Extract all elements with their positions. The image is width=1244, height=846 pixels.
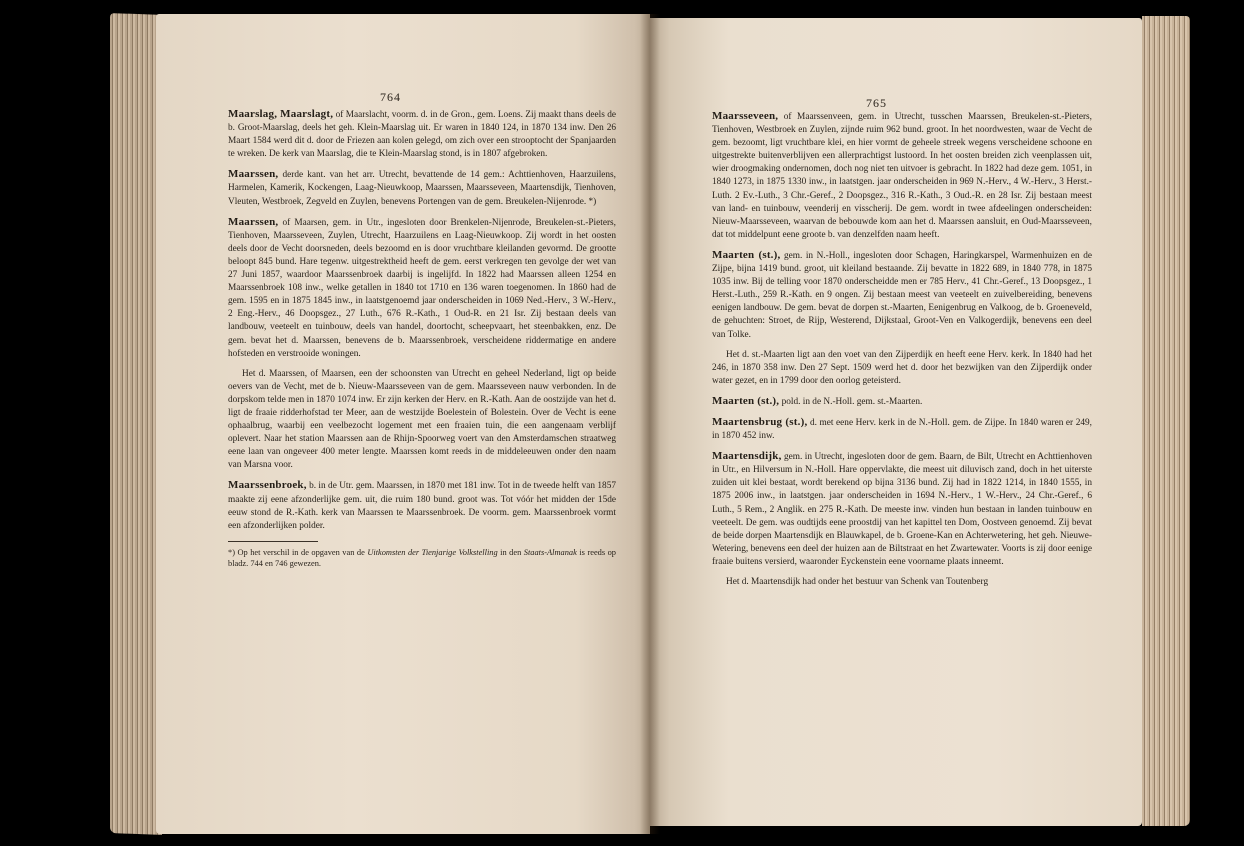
entry-text: derde kant. van het arr. Utrecht, bevattende de 14 gem.: Achttienhoven, Haarzuilens, Harmelen, Kamerik, Kockengen, Laag-Nieuwkoop, Maarssen, Maarsseveen, Maartensdijk, Tienhoven, Vleuten, Westbroek, Zegveld en Zuylen, benevens Portengen van de gem. Breukelen-Nijenrode. *) [228,170,616,207]
entry-text: pold. in de N.-Holl. gem. st.-Maarten. [779,396,923,407]
footnote-mid: in den [497,547,524,557]
headword: Maarten (st.), [712,248,781,261]
entry-text: Het d. Maartensdijk had onder het bestuur van Schenk van Toutenberg [726,577,989,587]
headword: Maarslag, Maarslagt, [228,108,334,120]
book-gutter [640,14,660,834]
book-edge-right [1142,16,1190,826]
headword: Maarssen, [228,168,279,181]
entry [712,349,1092,388]
entry-text: Het d. st.-Maarten ligt aan den voet van den Zijperdijk en heeft eene Herv. kerk. In 1840 had het 246, in 1870 358 inw. Den 27 Sept. 1509 werd het d. door het bezwijken van den Zijperdijk onder water gezet, en in 1799 door den oorlog geteisterd. [712,349,1092,386]
entry-text: gem. in N.-Holl., ingesloten door Schagen, Haringkarspel, Warmenhuizen en de Zijpe, bijna 1419 bund. groot, uit kleiland bestaande. Zij bevatte in 1822 689, in 1840 778, in 1875 1035 inw. Bij de telling voor 1870 onderscheidde men er 785 Herv., 41 Chr.-Geref., 13 Doopsgez., 1 Herst.-Luth., 259 R.-Kath. en 9 ongen. Zij bestaan meest van veeteelt en zuivelbereiding, benevens eenigen landbouw. De gem. bevat de dorpen st.-Maarten, Eenigenbrug en Valkoog, de b. Groeneveld, de gehuchten: Stroet, de Rijp, Westerend, Dijkstaal, Groot-Ven en Valkogerdijk, benevens een deel van Tolke. [712,250,1092,340]
headword: Maarssenbroek, [228,479,307,492]
page-number-left: 764 [380,90,401,104]
entry-text: Het d. Maarssen, of Maarsen, een der schoonsten van Utrecht en geheel Nederland, ligt op beide oevers van de Vecht, met de b. Nieuw-Maarsseveen van de gem. Maarsseveen nauw verbonden. In de dorpskom telde men in 1870 1074 inw. Er zijn kerken der Herv. en R.-Kath. Aan de oostzijde van het d. ligt de fraaie ridderhofstad ter Meer, aan de westzijde Boelestein of Bolestein. Over de Vecht is eene ophaalbrug, waarbij een veelbezocht logement met een fraaien tuin, die een aangenaam verblijf oplevert. Naar het station Maarssen aan de Rhijn-Spoorweg voert van den Amsterdamschen straatweg eene laan van ongeveer 400 meter lengte. Maarssen komt reeds in de middeleeuwen onder den naam van Marsna voor. [228,368,616,471]
entry-text: of Maarsen, gem. in Utr., ingesloten door Brenkelen-Nijenrode, Breukelen-st.-Pieters, Tienhoven, Maarsseveen, Zuylen, Utrecht, Haarzuilens en Laag-Nieuwkoop. Zij wordt in het oosten deels door de Vecht doorsneden, deels bezoomd en is door vruchtbare kleilanden gevormd. De grootte beloopt 845 bund. Hare tegenw. uitgestrektheid heeft de gem. eerst verkregen ten gevolge der wet van 27 Juni 1857, waardoor Maarssenbroek daarbij is ingelijfd. In 1822 had Maarssen alleen 1254 en Maarssenbroek 108 inw., welke getallen in 1840 tot 1710 en 136 waren toegenomen. In 1860 had de gem. 1595 en in 1875 1845 inw., in laatstgenoemd jaar onderscheiden in 1069 Ned.-Herv., 3 W.-Herv., 2 Eng.-Herv., 46 Doopsgez., 27 Luth., 676 R.-Kath., 1 Oud-R. en 21 Isr. Zij bestaan deels van landbouw, veeteelt en tuinbouw, deels van handel, doortocht, scheepvaart, het steenbakken, enz. De gem. bevat het d. Maarssen, benevens de b. Maarssenbroek, verscheidene riddermatige en andere hofsteden en verstrooide woningen. [228,217,616,359]
entry [228,479,616,532]
left-page [156,14,650,834]
footnote-source: Staats-Almanak [523,547,577,557]
footnote-rule [228,541,318,542]
entry [712,249,1092,342]
entry [712,416,1092,443]
entry-text: d. met eene Herv. kerk in de N.-Holl. gem. de Zijpe. In 1840 waren er 249, in 1870 452 inw. [712,417,1092,442]
entry [228,368,616,473]
entry [228,168,616,208]
headword: Maartensbrug (st.), [712,415,808,428]
entry-text: of Maarssenveen, gem. in Utrecht, tusschen Maarssen, Breukelen-st.-Pieters, Tienhoven, Westbroek en Zuylen, zijnde ruim 962 bund. groot. In het noordwesten, waar de Vecht de gem. bezoomt, ligt vruchtbare klei, en hier vormt de geheele streek wegens verscheidene schoone en uitgestrekte buitenverblijven een allerprachtigst lustoord. In het oosten breiden zich veenplassen uit, wier droogmaking ondernomen, doch nog niet ten uitvoer is gebracht. In 1822 had deze gem. 1051, in 1840 1273, in 1875 1330 inw., in laatstgen. jaar onderscheiden in 969 N.-Herv., 4 W.-Herv., 3 Herst.-Luth. 2 Ev.-Luth., 3 Chr.-Geref., 2 Doopsgez., 316 R.-Kath., 3 Oud.-R. en 28 Isr. Zij bestaan meest van land- en tuinbouw, veenderij en visscherij. De gem. wordt in twee afdeelingen onderscheiden: Nieuw-Maarsseveen, waarvan de bebouwde kom aan het d. Maarssen aansluit, en Oud-Maarsseveen, dat tot middelpunt eene groote b. van denzelfden naam heeft. [712,112,1092,240]
footnote [228,547,616,570]
entry-text: of Maarslacht, voorm. d. in de Gron., gem. Loens. Zij maakt thans deels de b. Groot-Maarslag, deels het geh. Klein-Maarslag uit. Er waren in 1840 124, in 1870 134 inw. Den 26 Maart 1584 werd dit d. door de Friezen aan kolen gelegd, om zich over een strooptocht der Spanjaarden te wreken. De kerk van Maarslag, die te Klein-Maarslag stond, is in 1807 afgebroken. [228,110,616,160]
entry [228,108,616,161]
entry [712,576,1092,589]
entry [228,216,616,361]
entry-text: b. in de Utr. gem. Maarssen, in 1870 met 181 inw. Tot in de tweede helft van 1857 maakte zij eene afzonderlijke gem. uit, die ruim 180 bund. groot was. Tot vóór het midden der 15de eeuw stond de R.-Kath. kerk van Maarssen te Maarssenbroek. De voorm. gem. Maarssenbroek vormt een afzonderlijken polder. [228,481,616,531]
book-edge-left [110,13,162,835]
footnote-tail: is reeds op bladz. 744 en 746 gewezen. [228,547,616,569]
headword: Maarssen, [228,215,279,228]
headword: Maarten (st.), [712,394,780,407]
entry [712,110,1092,242]
page-number-right: 765 [866,96,887,110]
left-column [228,108,616,570]
entry [712,395,1092,409]
right-page [650,18,1142,826]
headword: Maartensdijk, [712,450,782,463]
entry [712,450,1092,569]
headword: Maarsseveen, [712,110,779,122]
entry-text: gem. in Utrecht, ingesloten door de gem. Baarn, de Bilt, Utrecht en Achttienhoven in Utr., en Hilversum in N.-Holl. Hare oppervlakte, die meest uit diluvisch zand, doch in het uiterste zuiden uit klei bestaat, wordt berekend op bijna 3136 bund. Zij had in 1822 1214, in 1840 1555, in 1875 2006 inw., in laatstgen. jaar onderscheiden in 1694 N.-Herv., 1 W.-Herv., 24 Chr.-Geref., 6 Luth., 5 Rem., 2 Anglik. en 275 R.-Kath. De meeste inw. vinden hun bestaan in landen tuinbouw en veeteelt. De gem. was oudtijds eene proostdij van het kapittel ten Dom, Oostveen genoemd. Zij bevat de beide dorpen Maartensdijk en Blauwkapel, de b. Groene-Kan en Achterwetering, het geh. Nieuwe-Wetering, benevens een deel der huizen aan de Biltstraat en het Zwartewater. Voorts is zij door eenige fraaie buitens versierd, waaronder Eyckenstein eene voorname plaats inneemt. [712,452,1092,567]
footnote-lead: *) Op het verschil in de opgaven van de [228,547,368,557]
right-column [712,110,1092,596]
footnote-title: Uitkomsten der Tienjarige Volkstelling [367,547,498,557]
